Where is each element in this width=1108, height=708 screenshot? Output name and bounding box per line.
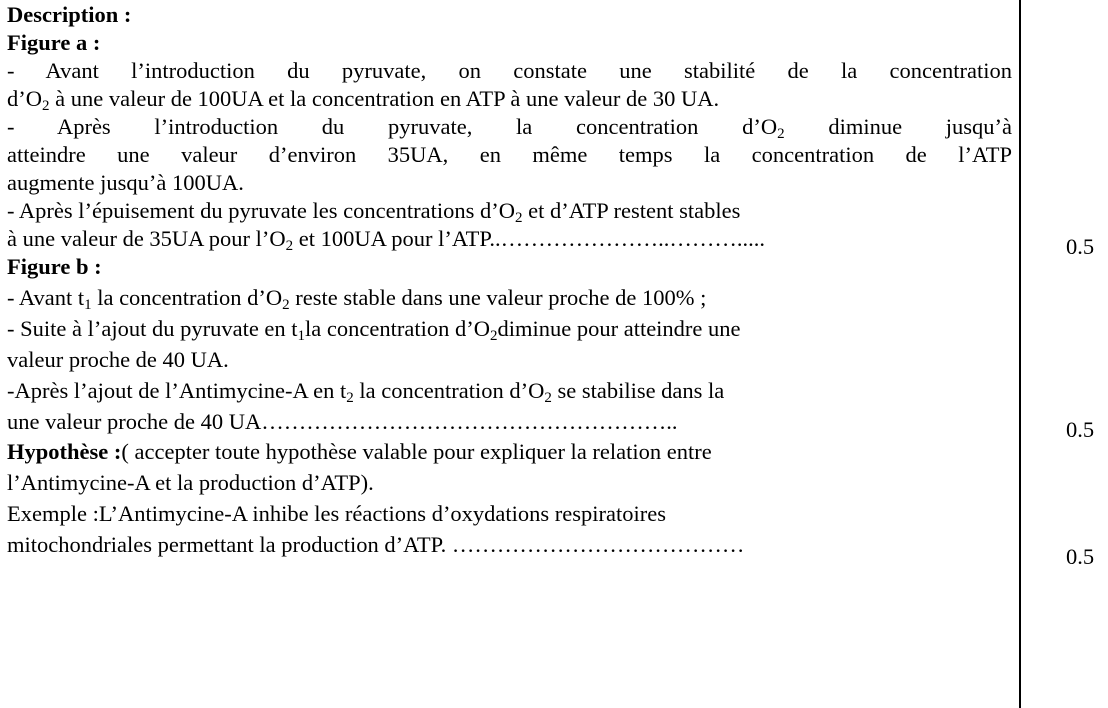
figure-a-line-2: $d’O_2$ à une valeur de 100UA et la concentration en ATP à une valeur de 30 UA. — [7, 86, 720, 114]
score-figure-b: 0.5 — [1066, 417, 1095, 442]
hypothese-line-3: Exemple :L’Antimycine-A inhibe les réactions d’oxydations respiratoires — [7, 501, 667, 526]
description-heading: Description : — [7, 2, 132, 27]
figure-b-line-5: une valeur proche de 40 UA……………………………………………….. — [7, 409, 678, 434]
figure-a-heading: Figure a : — [7, 30, 101, 55]
figure-b-line-4: -Après l’ajout de l’Antimycine-A en $t_2$ la concentration $d’O_2$ se stabilise dans la — [7, 378, 725, 406]
figure-a-line-7: à une valeur de 35UA pour $l’O_2$ et 100UA pour l’ATP..…………………..………..... — [7, 226, 766, 254]
table-column-divider — [1019, 0, 1021, 708]
figure-a-line-4: atteindre une valeur d’environ 35UA, en même temps la concentration de l’ATP — [7, 142, 1012, 167]
score-figure-a: 0.5 — [1066, 234, 1095, 259]
figure-a-line-6: - Après l’épuisement du pyruvate les concentrations $d’O_2$ et d’ATP restent stables — [7, 198, 741, 226]
figure-a-line-5: augmente jusqu’à 100UA. — [7, 170, 244, 195]
figure-a-line-3: - Après l’introduction du pyruvate, la concentration $d’O_2$ diminue jusqu’à — [7, 114, 1012, 142]
hypothese-line-1: Hypothèse :( accepter toute hypothèse valable pour expliquer la relation entre — [7, 439, 712, 464]
figure-b-line-1: - Avant $t_1$ la concentration $d’O_2$ reste stable dans une valeur proche de 100% ; — [7, 285, 707, 313]
figure-a-line-1: - Avant l’introduction du pyruvate, on constate une stabilité de la concentration — [7, 58, 1012, 83]
hypothese-label: Hypothèse : — [7, 439, 122, 464]
hypothese-line-4: mitochondriales permettant la production d’ATP. ………………………………… — [7, 532, 745, 557]
score-hypothese: 0.5 — [1066, 544, 1095, 569]
figure-b-line-3: valeur proche de 40 UA. — [7, 347, 229, 372]
hypothese-line-2: l’Antimycine-A et la production d’ATP). — [7, 470, 374, 495]
figure-b-heading: Figure b : — [7, 254, 102, 279]
figure-b-line-2: - Suite à l’ajout du pyruvate en $t_1la$ concentration $d’O_2diminue$ pour atteindre une — [7, 316, 741, 344]
